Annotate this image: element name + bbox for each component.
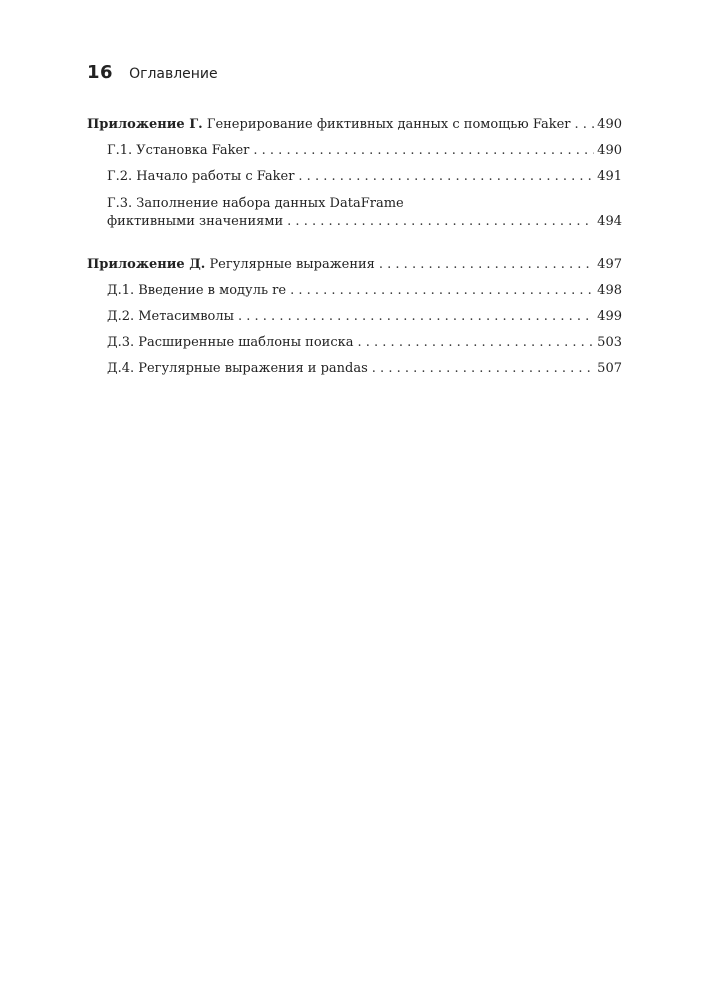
page-header	[87, 62, 218, 83]
toc-entry-title: Д.3. Расширенные шаблоны поиска	[107, 335, 354, 350]
toc-page-number: 497	[597, 257, 622, 272]
toc-entry-title: Д.1. Введение в модуль re	[107, 283, 287, 298]
toc-entry-g2[interactable]	[87, 165, 622, 191]
dot-leader	[379, 257, 594, 273]
toc-entry-title: Д.4. Регулярные выражения и pandas	[107, 361, 368, 376]
toc-page-number: 490	[597, 143, 622, 158]
toc-entry-title: Г.2. Начало работы с Faker	[107, 169, 295, 184]
toc-page-number: 499	[597, 309, 622, 324]
appendix-label: Приложение Г.	[87, 117, 203, 132]
toc-page-number: 507	[597, 361, 622, 376]
toc-entry-title: Д.2. Метасимволы	[107, 309, 234, 324]
toc-page-number: 491	[597, 169, 622, 184]
toc-page-number: 498	[597, 283, 622, 298]
toc-entry-d4[interactable]	[87, 357, 622, 383]
toc-page-number: 494	[597, 214, 622, 229]
toc-entry-title: Г.1. Установка Faker	[107, 143, 250, 158]
appendix-title: Генерирование фиктивных данных с помощью Faker	[206, 117, 571, 132]
appendix-label: Приложение Д.	[87, 257, 206, 272]
toc-entry-title-line1: Г.3. Заполнение набора данных DataFrame	[107, 196, 404, 211]
page-number: 16	[87, 62, 114, 83]
dot-leader	[287, 213, 594, 231]
toc-entry-d1[interactable]	[87, 279, 622, 305]
dot-leader	[253, 143, 594, 159]
toc-entry-appendix-g[interactable]	[87, 113, 622, 139]
toc-entry-g3[interactable]	[87, 191, 622, 231]
dot-leader	[358, 335, 595, 351]
appendix-title: Регулярные выражения	[209, 257, 375, 272]
toc-page-number: 503	[597, 335, 622, 350]
toc-entry-title-line2: фиктивными значениями	[107, 214, 284, 229]
dot-leader	[372, 361, 594, 377]
toc-entry-d2[interactable]	[87, 305, 622, 331]
dot-leader	[238, 309, 594, 325]
running-title: Оглавление	[129, 66, 218, 82]
dot-leader	[575, 117, 595, 133]
toc-entry-g1[interactable]	[87, 139, 622, 165]
dot-leader	[298, 169, 594, 185]
section-gap	[87, 231, 622, 253]
toc-entry-appendix-d[interactable]	[87, 253, 622, 279]
toc-page-number: 490	[597, 117, 622, 132]
toc-entry-title	[87, 257, 375, 273]
dot-leader	[290, 283, 594, 299]
toc-entry-title	[87, 117, 571, 133]
toc-entry-d3[interactable]	[87, 331, 622, 357]
table-of-contents	[87, 113, 622, 383]
